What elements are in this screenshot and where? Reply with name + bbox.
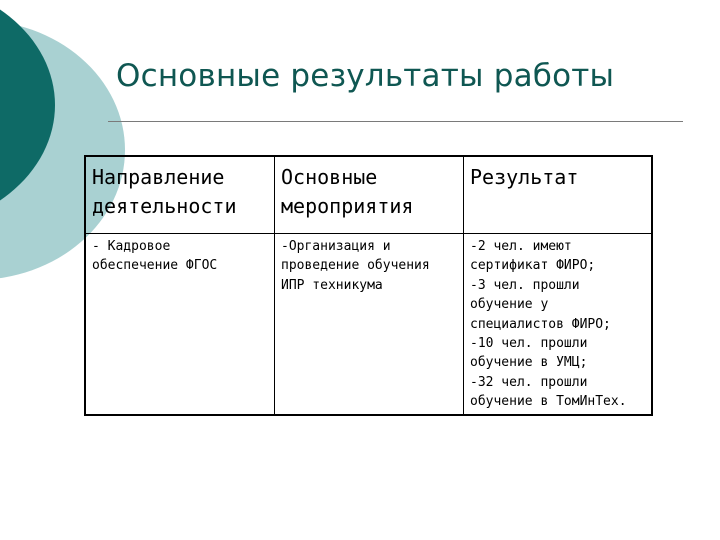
cell-result-line: обучение в ТомИнТех.	[470, 394, 627, 410]
cell-activities	[275, 234, 464, 416]
header-result	[464, 156, 653, 234]
results-table	[84, 155, 653, 416]
cell-result-line: -3 чел. прошли	[470, 277, 580, 293]
title-divider	[108, 121, 683, 122]
cell-result-line: специалистов ФИРО;	[470, 316, 611, 332]
cell-result-line: -10 чел. прошли	[470, 336, 588, 352]
cell-activities-line: -Организация и	[281, 239, 391, 254]
cell-activities-line: проведение обучения	[281, 258, 430, 274]
header-direction	[85, 156, 275, 234]
cell-result-line: обучение у	[470, 297, 549, 313]
table-header-row	[85, 156, 652, 234]
cell-result-line: -32 чел. прошли	[470, 374, 588, 390]
header-activities-line2: мероприятия	[281, 194, 414, 218]
cell-result	[464, 234, 653, 416]
header-direction-line2: деятельности	[92, 194, 237, 218]
slide-title: Основные результаты работы	[116, 58, 615, 94]
cell-result-line: обучение в УМЦ;	[470, 355, 588, 371]
cell-direction-line: обеспечение ФГОС	[92, 258, 218, 274]
header-activities	[275, 156, 464, 234]
cell-direction-line: - Кадровое	[92, 239, 171, 254]
header-activities-line1: Основные	[281, 165, 378, 189]
cell-activities-line: ИПР техникума	[281, 277, 383, 293]
header-direction-line1: Направление	[92, 165, 225, 189]
cell-direction	[85, 234, 275, 416]
header-result-line1: Результат	[470, 165, 579, 189]
cell-result-line: -2 чел. имеют	[470, 239, 572, 254]
cell-result-line: сертификат ФИРО;	[470, 258, 596, 274]
table-row	[85, 234, 652, 416]
